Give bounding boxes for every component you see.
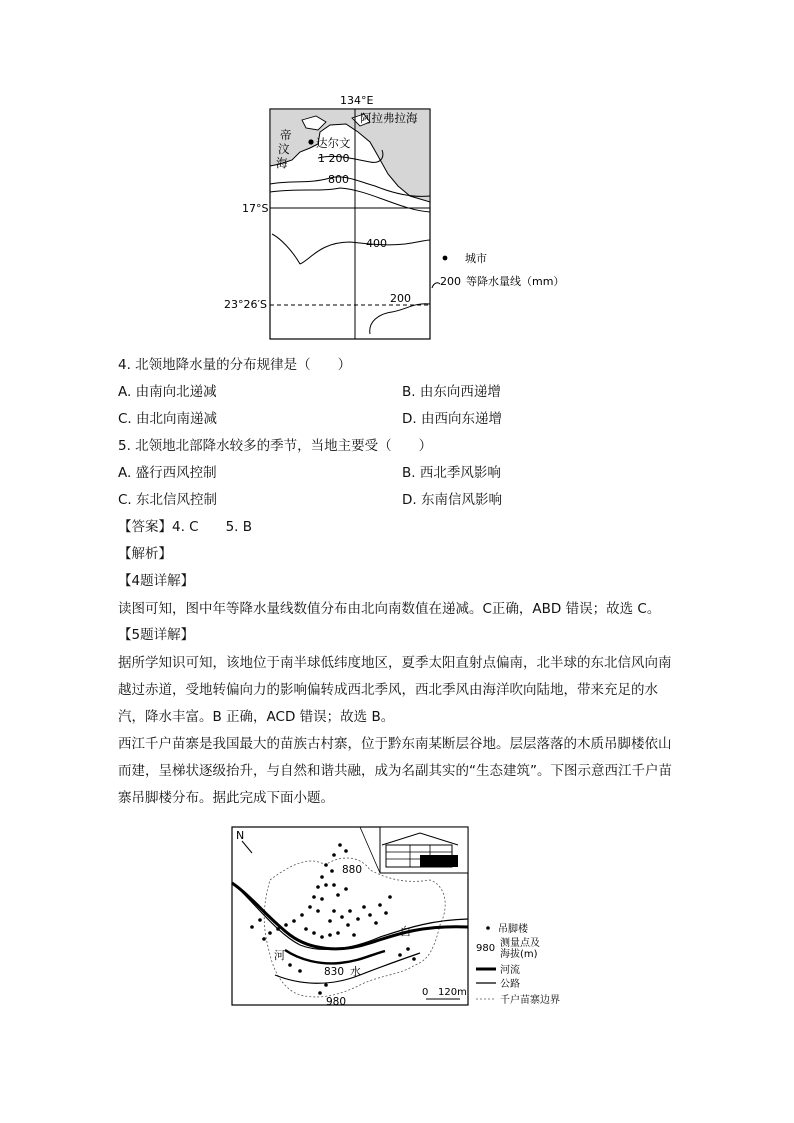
legend-isohyet-value: 200 — [440, 275, 461, 288]
isohyet-label-1200: 1 200 — [318, 152, 350, 165]
river-main — [232, 883, 468, 949]
north-label: N — [236, 829, 245, 842]
sea-label-west-1: 帝 — [280, 128, 292, 142]
isohyet-200 — [370, 304, 430, 334]
legend-boundary-label: 千户苗寨边界 — [500, 995, 560, 1006]
sea-label-west-3: 海 — [276, 156, 288, 170]
legend-isohyet-label: 等降水量线（mm） — [466, 275, 565, 288]
q5-option-c: C. 东北信风控制 — [118, 492, 218, 508]
river-char-1: 白 — [400, 925, 411, 938]
isohyet-label-400: 400 — [366, 237, 387, 250]
q4-option-b: B. 由东向西递增 — [402, 384, 501, 400]
lon-label: 134°E — [340, 94, 374, 107]
isohyet-label-800: 800 — [328, 173, 349, 186]
answer-line: 【答案】4. C 5. B — [118, 519, 253, 535]
legend-city-icon — [443, 256, 448, 261]
legend-city-label: 城市 — [465, 252, 487, 265]
sea-label-west-2: 汶 — [278, 142, 290, 156]
q5-stem: 5. 北领地北部降水较多的季节，当地主要受（ ） — [118, 438, 433, 454]
elev-label-top: 880 — [342, 864, 363, 876]
sea-label-north: 阿拉弗拉海 — [360, 111, 418, 125]
q4-detail-text: 读图可知，图中年等降水量线数值分布由北向南数值在递减。C正确，ABD 错误；故选 C。 — [118, 601, 661, 617]
q4-option-a: A. 由南向北递减 — [118, 384, 217, 400]
q4-option-d: D. 由西向东递增 — [402, 411, 502, 427]
legend-road-label: 公路 — [500, 979, 520, 990]
q5-option-a: A. 盛行西风控制 — [118, 465, 217, 481]
elev-label-mid: 830 — [324, 966, 345, 978]
river-char-2: 水 — [350, 965, 361, 978]
legend-building-icon — [486, 926, 490, 930]
river-char-3: 河 — [274, 949, 285, 962]
north-arrow-icon — [242, 841, 252, 853]
analysis-heading: 【解析】 — [118, 546, 172, 562]
lat-label-17s: 17°S — [242, 202, 269, 215]
isohyet-label-200: 200 — [390, 292, 411, 305]
isohyet-400 — [272, 234, 430, 264]
passage-text: 西江千户苗寨是我国最大的苗族古村寨，位于黔东南某断层谷地。层层落落的木质吊脚楼依山而建，呈梯状逐级抬升，与自然和谐共融，成为名副其实的“生态建筑”。下图示意西江千户苗寨吊脚楼分布。据此完成下面小题。 — [118, 736, 672, 806]
legend-river-label: 河流 — [500, 965, 520, 976]
q5-detail-heading: 【5题详解】 — [118, 627, 195, 643]
q5-option-b: B. 西北季风影响 — [402, 465, 501, 481]
legend-elev-value: 980 — [476, 943, 496, 954]
city-darwin-dot — [308, 139, 313, 144]
building-inset — [360, 827, 468, 873]
legend-isohyet-icon — [432, 283, 440, 288]
q4-detail-heading: 【4题详解】 — [118, 573, 195, 589]
lat-label-tropic: 23°26′S — [224, 298, 267, 311]
legend-elev-label-2: 海拔(m) — [500, 949, 538, 960]
q5-option-d: D. 东南信风影响 — [402, 492, 502, 508]
elev-label-bottom: 980 — [326, 996, 347, 1008]
q4-option-c: C. 由北向南递减 — [118, 411, 218, 427]
legend-building-label: 吊脚楼 — [498, 924, 528, 935]
city-label: 达尔文 — [316, 136, 351, 150]
q4-stem: 4. 北领地降水量的分布规律是（ ） — [118, 357, 352, 373]
q5-detail-text: 据所学知识可知，该地位于南半球低纬度地区，夏季太阳直射点偏南，北半球的东北信风向南越过赤道，受地转偏向力的影响偏转成西北季风，西北季风由海洋吹向陆地，带来充足的水汽，降水丰富。B 正确，ACD 错误；故选 B。 — [118, 655, 672, 725]
scale-length: 120m — [438, 987, 467, 998]
river-branch — [285, 950, 385, 963]
scale-zero: 0 — [422, 987, 429, 998]
legend-elev-label-1: 测量点及 — [500, 938, 540, 949]
village-map — [230, 825, 580, 1010]
precipitation-map — [220, 92, 580, 342]
